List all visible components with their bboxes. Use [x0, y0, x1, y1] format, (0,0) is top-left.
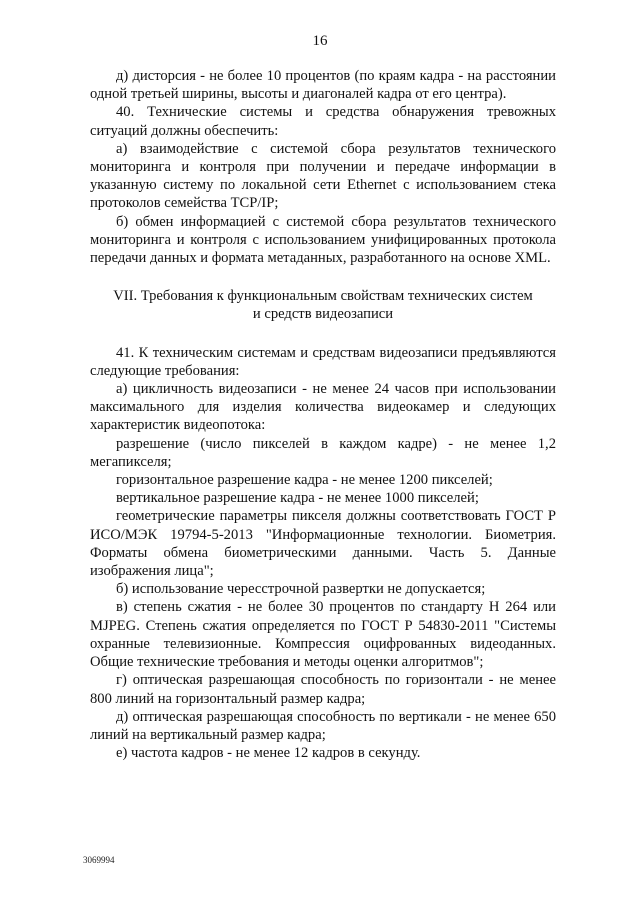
- document-body: [90, 67, 556, 762]
- paragraph-40-b: б) обмен информацией с системой сбора результатов технического мониторинга и контроля с использованием унифицированных протокола передачи данных и формата метаданных, разработанного на основе XML.: [90, 213, 556, 267]
- paragraph-41-d: д) оптическая разрешающая способность по вертикали - не менее 650 линий на вертикальный размер кадра;: [90, 708, 556, 743]
- paragraph-resolution: разрешение (число пикселей в каждом кадре) - не менее 1,2 мегапикселя;: [90, 435, 556, 470]
- section-heading-line2: и средств видеозаписи: [252, 306, 394, 323]
- paragraph-vertical-resolution: вертикальное разрешение кадра - не менее 1000 пикселей;: [116, 490, 479, 507]
- paragraph-item-40: 40. Технические системы и средства обнаружения тревожных ситуаций должны обеспечить:: [90, 104, 556, 139]
- paragraph-41-g: г) оптическая разрешающая способность по горизонтали - не менее 800 линий на горизонтальный размер кадра;: [90, 672, 556, 707]
- section-heading: [90, 287, 556, 323]
- paragraph-horizontal-resolution: горизонтальное разрешение кадра - не менее 1200 пикселей;: [116, 472, 493, 489]
- paragraph-distortion: д) дисторсия - не более 10 процентов (по краям кадра - на расстоянии одной третьей ширины, высоты и диагоналей кадра от его центра).: [90, 68, 556, 103]
- page-number: 16: [312, 33, 328, 49]
- paragraph-40-a: а) взаимодействие с системой сбора результатов технического мониторинга и контроля при получении и передаче информации в указанную систему по локальной сети Ethernet с использованием стека протоколов семейства TCP/IP;: [90, 140, 556, 212]
- paragraph-41-a: а) цикличность видеозаписи - не менее 24 часов при использовании максимального для изделия количества видеокамер и следующих характеристик видеопотока:: [90, 381, 556, 434]
- paragraph-41-e: е) частота кадров - не менее 12 кадров в секунду.: [116, 745, 421, 762]
- paragraph-41-b: б) использование чересстрочной развертки не допускается;: [116, 581, 486, 598]
- paragraph-pixel-geometry: геометрические параметры пикселя должны соответствовать ГОСТ Р ИСО/МЭК 19794-5-2013 "Информационные технологии. Биометрия. Форматы обмена биометрическими данными. Часть 5. Данные изображения лица";: [90, 508, 556, 580]
- document-id: 3069994: [83, 855, 115, 865]
- paragraph-item-41: 41. К техническим системам и средствам видеозаписи предъявляются следующие требования:: [90, 344, 556, 379]
- section-heading-line1: VII. Требования к функциональным свойствам технических систем: [113, 288, 533, 305]
- paragraph-41-v: в) степень сжатия - не более 30 процентов по стандарту H 264 или MJPEG. Степень сжатия определяется по ГОСТ Р 54830-2011 "Системы охранные телевизионные. Компрессия оцифрованных видеоданных. Общие технические требования и методы оценки алгоритмов";: [90, 599, 556, 671]
